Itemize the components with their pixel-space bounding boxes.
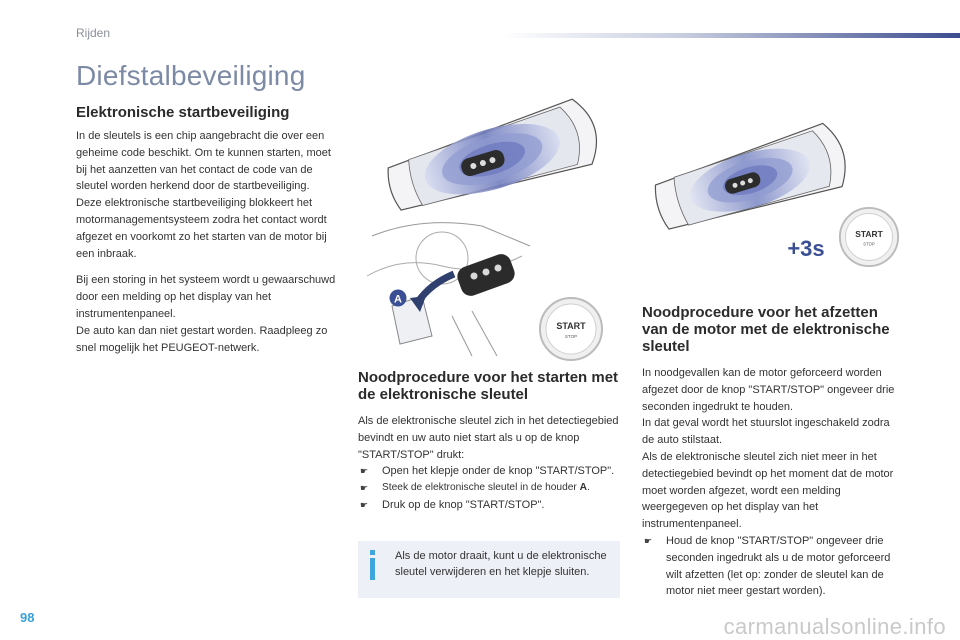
step-insert-key: Steek de elektronische sleutel in de houder [382, 482, 580, 494]
immobiliser-paragraph-1: In de sleutels is een chip aangebracht die over een geheime code beschikt. Om te kunnen starten, moet bij het aanzetten van het contact de code van de sleutel worden herkend door de startbeveiliging. [76, 130, 331, 193]
emergency-stop-paragraph-2: In dat geval wordt het stuurslot ingeschakeld zodra de auto stilstaat. [642, 417, 890, 447]
section-label: Rijden [76, 26, 111, 40]
info-text: Als de motor draait, kunt u de elektronische sleutel verwijderen en het klepje sluiten. [395, 550, 607, 578]
step-press-button: Druk op de knop "START/STOP". [382, 498, 545, 511]
immobiliser-section [76, 104, 344, 356]
start-stop-button-icon-left [538, 296, 604, 362]
bullet-icon: ☛ [644, 535, 653, 546]
stop-label: STOP [564, 334, 578, 339]
holder-letter: A [579, 482, 588, 494]
hold-three-seconds-label [776, 232, 836, 264]
immobiliser-paragraph-3: Bij een storing in het systeem wordt u gewaarschuwd door een melding op het display van het instrumentenpaneel. [76, 274, 336, 320]
emergency-stop-paragraph-3: Als de elektronische sleutel zich niet meer in het detectiegebied bevindt op het moment dat de motor moet worden afgezet, wordt een melding weergegeven op het display van het instrumentenpaneel. [642, 450, 894, 531]
list-item [642, 533, 902, 600]
car-key-detection-illustration-left [372, 96, 620, 220]
hold-time-text: +3s [787, 236, 825, 261]
emergency-start-heading: Noodprocedure voor het starten met de elektronische sleutel [358, 369, 619, 403]
emergency-start-intro: Als de elektronische sleutel zich in het detectiegebied bevindt en uw auto niet start als u op de knop "START/STOP" drukt: [358, 415, 619, 461]
immobiliser-heading: Elektronische startbeveiliging [76, 104, 290, 121]
emergency-stop-heading: Noodprocedure voor het afzetten van de motor met de elektronische sleutel [642, 304, 890, 355]
page-title: Diefstalbeveiliging [76, 60, 306, 91]
start-stop-button-icon-right [838, 206, 900, 268]
bullet-icon: ☛ [360, 499, 369, 510]
step-hold-button: Houd de knop "START/STOP" ongeveer drie seconden ingedrukt als u de motor geforceerd wilt afzetten (let op: zonder de sleutel kan de motor niet meer gestart worden). [666, 534, 891, 598]
start-label: START [556, 321, 586, 331]
list-item [358, 480, 620, 497]
car-key-detection-illustration-right [644, 118, 864, 240]
bullet-icon: ☛ [360, 483, 369, 494]
emergency-stop-section [642, 304, 902, 600]
bullet-icon: ☛ [360, 466, 369, 477]
emergency-start-section [358, 369, 620, 514]
start-label: START [855, 229, 883, 239]
list-item [358, 463, 620, 480]
stop-label: STOP [863, 241, 875, 247]
key-holder-illustration [362, 216, 532, 362]
header-gradient-bar [500, 33, 960, 38]
info-icon [370, 550, 375, 580]
emergency-stop-paragraph-1: In noodgevallen kan de motor geforceerd worden afgezet door de knop "START/STOP" ongeveer drie seconden ingedrukt te houden. [642, 367, 895, 413]
watermark: carmanualsonline.info [723, 614, 946, 639]
step-insert-key-end: . [587, 482, 590, 494]
immobiliser-paragraph-4: De auto kan dan niet gestart worden. Raadpleeg zo snel mogelijk het PEUGEOT-netwerk. [76, 324, 328, 354]
holder-label: A [394, 293, 402, 306]
page-number: 98 [20, 610, 35, 625]
immobiliser-paragraph-2: Deze elektronische startbeveiliging blokkeert het motormanagementsysteem zodra het contact wordt afgezet en voorkomt zo het starten van de motor bij een inbraak. [76, 197, 327, 260]
list-item [358, 497, 620, 514]
info-box [358, 541, 620, 598]
step-open-flap: Open het klepje onder de knop "START/STOP". [382, 465, 615, 478]
